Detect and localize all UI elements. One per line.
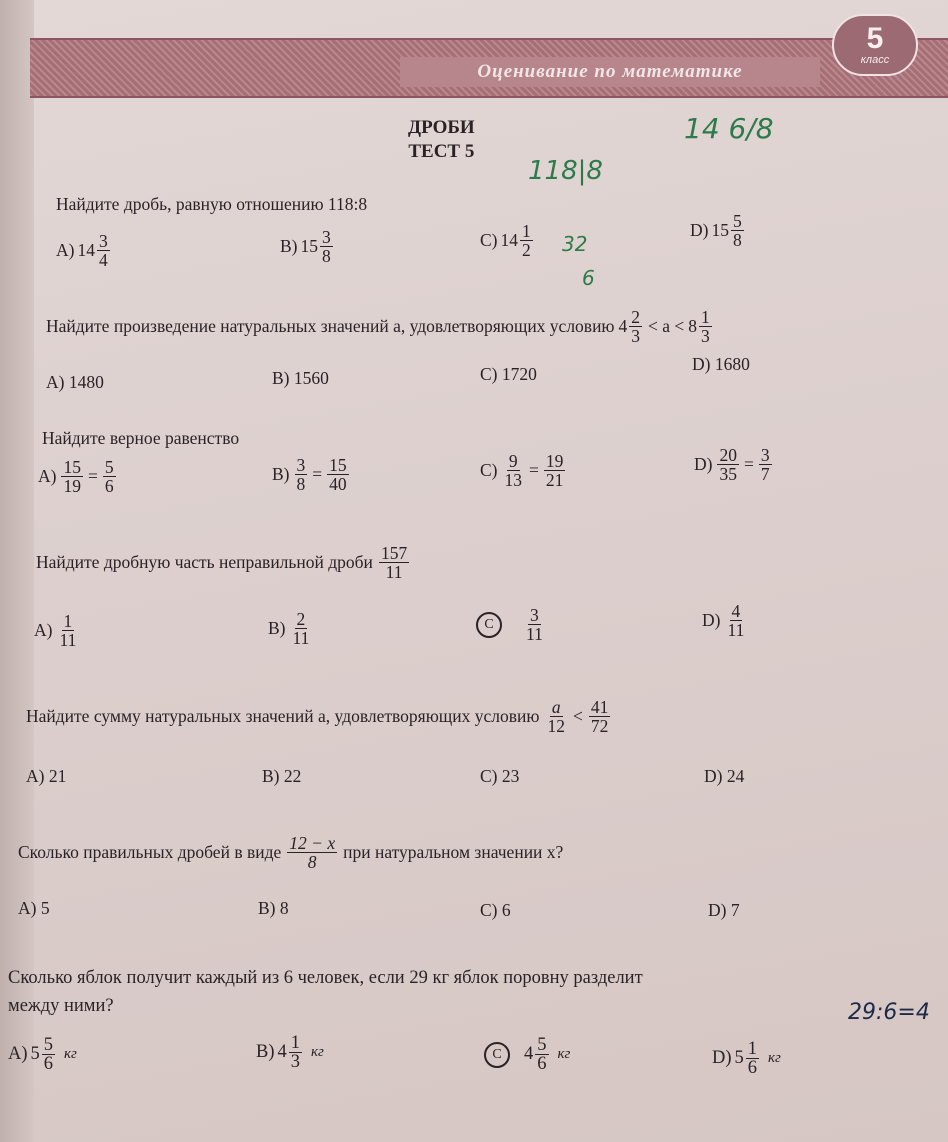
q7-option-d[interactable] — [712, 1040, 781, 1077]
numerator: 20 — [719, 445, 737, 465]
denominator: 40 — [329, 474, 347, 494]
numerator: 3 — [296, 455, 306, 475]
denominator: 12 — [547, 716, 565, 736]
numerator: 3 — [760, 445, 770, 465]
denominator: 8 — [296, 474, 306, 494]
denominator: 8 — [307, 852, 317, 872]
option-label: C) — [480, 460, 498, 480]
option-label: B) — [268, 618, 286, 638]
fraction-right — [589, 698, 611, 735]
q3-option-d[interactable] — [694, 446, 774, 483]
fraction-left — [295, 456, 308, 493]
q2-option-a[interactable]: A) 1480 — [46, 372, 104, 392]
question-4-text: Найдите дробную часть неправильной дроби — [36, 552, 373, 572]
numerator: 41 — [590, 697, 609, 717]
question-2-text: Найдите произведение натуральных значений a, удовлетворяющих условию — [46, 316, 615, 336]
numerator: 1 — [290, 1033, 300, 1053]
circled-answer-mark: C — [476, 612, 502, 638]
numerator: 1 — [63, 611, 73, 631]
q4-option-c[interactable] — [476, 606, 547, 643]
grade-badge — [832, 14, 918, 76]
numerator: 157 — [380, 543, 408, 563]
fraction — [535, 1036, 548, 1073]
whole-part: 5 — [734, 1048, 744, 1068]
denominator: 11 — [727, 620, 745, 640]
numerator: 4 — [731, 601, 741, 621]
q2-option-d[interactable]: D) 1680 — [692, 354, 750, 374]
test-title-topic: ДРОБИ — [408, 117, 475, 138]
unit-kg: кг — [768, 1050, 781, 1066]
q4-option-d[interactable] — [702, 602, 748, 639]
handwritten-note-top-right: 14 6/8 — [684, 112, 774, 145]
fraction-right — [327, 456, 349, 493]
mixed-number — [501, 222, 535, 259]
whole-part: 14 — [500, 230, 518, 250]
fraction — [97, 232, 110, 269]
numerator: 3 — [530, 605, 539, 625]
mixed-number — [31, 1036, 58, 1073]
denominator: 11 — [526, 624, 543, 644]
q5-option-d[interactable]: D) 24 — [704, 766, 745, 786]
fraction — [42, 1036, 55, 1073]
handwritten-division-work: 118|8 — [528, 156, 603, 186]
fraction-left — [61, 458, 83, 495]
q3-option-b[interactable] — [272, 456, 351, 493]
mixed-number — [711, 212, 745, 249]
denominator: 6 — [104, 476, 114, 496]
q6-option-b[interactable]: B) 8 — [258, 898, 289, 918]
fraction — [699, 308, 712, 345]
question-5 — [26, 698, 612, 735]
denominator: 3 — [631, 326, 641, 346]
denominator: 2 — [522, 240, 531, 260]
denominator: 19 — [63, 476, 81, 496]
fraction-left — [717, 446, 739, 483]
fraction — [379, 544, 409, 581]
condition-left — [619, 308, 645, 345]
whole-part: 15 — [711, 220, 729, 240]
numerator: a — [551, 697, 561, 717]
unit-kg: кг — [311, 1044, 324, 1060]
numerator: 5 — [43, 1035, 54, 1055]
denominator: 3 — [290, 1052, 300, 1072]
fraction — [520, 222, 533, 259]
fraction — [320, 228, 333, 265]
denominator: 6 — [537, 1054, 547, 1074]
handwritten-q7-work: 29:6=4 — [848, 1000, 930, 1025]
q5-option-c[interactable]: C) 23 — [480, 766, 520, 786]
question-3-text: Найдите верное равенство — [42, 428, 240, 448]
equals-sign: = — [529, 460, 539, 480]
q3-option-c[interactable] — [480, 452, 567, 489]
denominator: 3 — [701, 326, 710, 346]
numerator: 12 − x — [289, 833, 336, 853]
mixed-number — [278, 1034, 305, 1071]
q1-option-b[interactable] — [280, 228, 335, 265]
condition-right — [688, 308, 714, 345]
fraction — [725, 602, 746, 639]
numerator: 5 — [104, 457, 114, 477]
denominator: 72 — [590, 716, 609, 736]
q7-option-b[interactable] — [256, 1034, 324, 1071]
numerator: 2 — [631, 307, 641, 327]
numerator: 5 — [537, 1035, 547, 1055]
mixed-number — [524, 1036, 551, 1073]
q5-option-a[interactable]: A) 21 — [26, 766, 67, 786]
option-label: D) — [702, 610, 721, 630]
unit-kg: кг — [64, 1046, 77, 1062]
denominator: 7 — [760, 464, 770, 484]
denominator: 8 — [732, 230, 742, 250]
fraction — [291, 610, 312, 647]
q1-option-d[interactable] — [690, 212, 746, 249]
equals-sign: = — [312, 464, 323, 484]
numerator: 1 — [701, 307, 710, 327]
denominator: 35 — [719, 464, 737, 484]
numerator: 3 — [98, 231, 108, 251]
grade-number: 5 — [866, 22, 884, 55]
q7-option-c[interactable] — [484, 1036, 570, 1073]
handwritten-remainder-work: 32 — [562, 232, 588, 256]
whole-part: 5 — [30, 1044, 40, 1064]
question-1-text: Найдите дробь, равную отношению 118:8 — [56, 194, 368, 214]
numerator: 15 — [329, 455, 347, 475]
less-than-sign: < — [572, 706, 583, 726]
test-title — [408, 116, 475, 164]
option-label: D) — [694, 454, 713, 474]
whole-part: 4 — [524, 1044, 534, 1064]
option-label: A) — [38, 466, 57, 486]
fraction — [629, 308, 642, 345]
q5-option-b[interactable]: B) 22 — [262, 766, 302, 786]
option-label: D) — [712, 1048, 732, 1068]
q6-option-c[interactable]: C) 6 — [480, 900, 511, 920]
question-5-text: Найдите сумму натуральных значений a, удовлетворяющих условию — [26, 706, 540, 726]
denominator: 21 — [545, 470, 564, 490]
fraction — [289, 1034, 302, 1071]
fraction-right — [103, 458, 116, 495]
question-7-line-1: Сколько яблок получит каждый из 6 человек, если 29 кг яблок поровну разделит — [8, 968, 643, 988]
fraction — [57, 612, 78, 649]
q4-option-b[interactable] — [268, 610, 313, 647]
question-6-text-after: при натуральном значении x? — [343, 842, 564, 862]
fraction-left — [545, 698, 567, 735]
equals-sign: = — [87, 466, 98, 486]
numerator: 9 — [508, 451, 518, 471]
option-label: B) — [280, 236, 298, 256]
option-label: A) — [8, 1044, 28, 1064]
whole-part: 4 — [277, 1042, 287, 1062]
question-4 — [36, 544, 411, 581]
q2-option-c[interactable]: C) 1720 — [480, 364, 537, 384]
q7-option-a[interactable] — [8, 1036, 77, 1073]
fraction-left — [503, 452, 525, 489]
denominator: 6 — [747, 1058, 758, 1078]
denominator: 8 — [322, 246, 331, 266]
q6-option-d[interactable]: D) 7 — [708, 900, 740, 920]
q1-option-a[interactable] — [56, 232, 112, 269]
question-2 — [46, 308, 714, 345]
grade-word: класс — [860, 54, 890, 66]
unit-kg: кг — [557, 1046, 571, 1062]
fraction — [524, 606, 545, 643]
banner-title: Оценивание по математике — [400, 57, 820, 87]
numerator: 15 — [63, 457, 81, 477]
numerator: 5 — [732, 211, 742, 231]
denominator: 11 — [292, 628, 310, 648]
fraction — [287, 834, 337, 871]
question-6-text-before: Сколько правильных дробей в виде — [18, 842, 282, 862]
mixed-number — [735, 1040, 762, 1077]
question-6 — [18, 834, 563, 871]
numerator: 1 — [522, 221, 531, 241]
circled-answer-mark: C — [484, 1042, 510, 1068]
option-label: A) — [56, 240, 75, 260]
option-label: D) — [690, 220, 709, 240]
q6-option-a[interactable]: A) 5 — [18, 898, 50, 918]
option-label: C) — [480, 230, 498, 250]
whole-part: 14 — [77, 240, 95, 260]
q1-option-c[interactable] — [480, 222, 535, 259]
option-label: B) — [272, 464, 290, 484]
option-label: B) — [256, 1042, 275, 1062]
condition-operator: < a < — [648, 316, 685, 336]
question-7-line-2: между ними? — [8, 996, 114, 1016]
fraction-right — [759, 446, 772, 483]
q4-option-a[interactable] — [34, 612, 80, 649]
mixed-number — [301, 228, 335, 265]
fraction — [746, 1040, 759, 1077]
whole-part: 15 — [300, 236, 318, 256]
numerator: 2 — [296, 609, 306, 629]
q2-option-b[interactable]: B) 1560 — [272, 368, 329, 388]
denominator: 13 — [504, 470, 522, 490]
fraction — [731, 212, 744, 249]
fraction-right — [544, 452, 566, 489]
whole-part: 4 — [618, 316, 628, 336]
option-label: A) — [34, 620, 53, 640]
test-title-number: ТЕСТ 5 — [408, 141, 475, 162]
denominator: 6 — [43, 1054, 54, 1074]
denominator: 11 — [59, 630, 77, 650]
handwritten-remainder-result: 6 — [582, 266, 595, 290]
denominator: 11 — [385, 562, 403, 582]
equals-sign: = — [743, 454, 754, 474]
q3-option-a[interactable] — [38, 458, 118, 495]
mixed-number — [77, 232, 111, 269]
whole-part: 8 — [688, 316, 698, 336]
numerator: 1 — [747, 1039, 758, 1059]
numerator: 19 — [545, 451, 564, 471]
denominator: 4 — [98, 250, 108, 270]
numerator: 3 — [322, 227, 331, 247]
